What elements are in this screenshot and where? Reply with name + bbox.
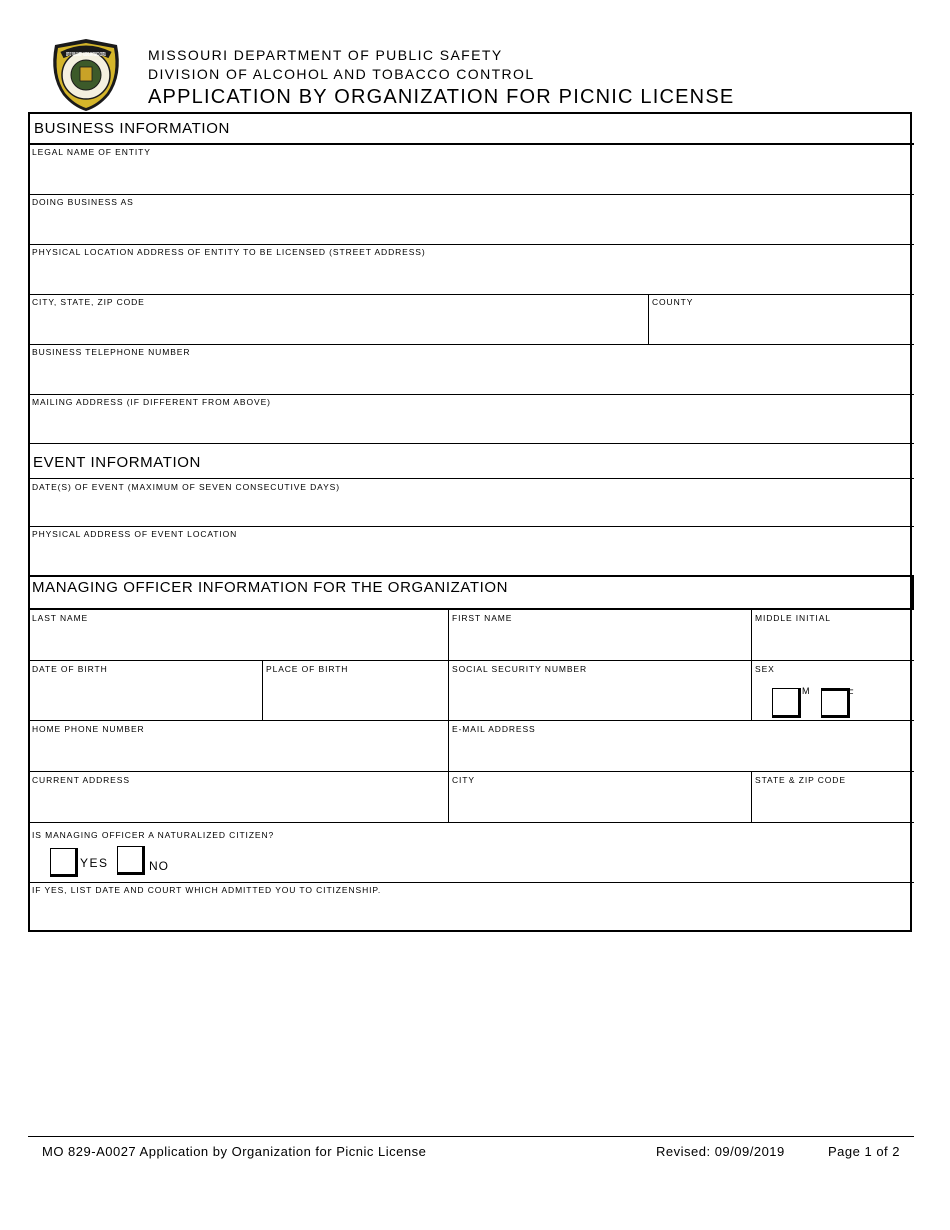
place-of-birth-label: PLACE OF BIRTH [266,664,349,674]
divider [30,194,914,195]
home-phone-input[interactable] [32,741,444,767]
citizenship-detail-input[interactable] [32,902,908,928]
divider [30,443,914,444]
agency-name: MISSOURI DEPARTMENT OF PUBLIC SAFETY [148,47,503,63]
event-location-label: PHYSICAL ADDRESS OF EVENT LOCATION [32,529,238,539]
sex-male-checkbox[interactable] [772,688,801,718]
divider [30,526,914,527]
officer-section-heading: MANAGING OFFICER INFORMATION FOR THE ORGANIZATION [32,579,509,596]
legal-name-label: LEGAL NAME OF ENTITY [32,147,151,157]
county-input[interactable] [652,314,908,340]
sex-female-checkbox[interactable] [821,688,850,718]
divider [448,771,449,822]
email-input[interactable] [452,741,908,767]
city-label: CITY [452,775,475,785]
first-name-label: FIRST NAME [452,613,513,623]
naturalized-no-label: NO [149,859,169,873]
legal-name-input[interactable] [32,164,908,190]
city-state-zip-label: CITY, STATE, ZIP CODE [32,297,145,307]
email-label: E-MAIL ADDRESS [452,724,536,734]
naturalized-no-checkbox[interactable] [117,846,145,875]
sex-female-label: F [848,688,854,698]
divider [30,244,914,245]
divider [448,720,449,771]
page-title: APPLICATION BY ORGANIZATION FOR PICNIC LICENSE [148,86,735,108]
physical-address-label: PHYSICAL LOCATION ADDRESS OF ENTITY TO BE LICENSED (STREET ADDRESS) [32,247,426,257]
divider [28,143,914,145]
physical-address-input[interactable] [32,264,908,290]
divider [30,720,914,721]
business-section-heading: BUSINESS INFORMATION [34,120,230,137]
division-name: DIVISION OF ALCOHOL AND TOBACCO CONTROL [148,66,535,82]
state-zip-label: STATE & ZIP CODE [755,775,846,785]
place-of-birth-input[interactable] [266,684,444,710]
middle-initial-input[interactable] [755,630,908,656]
sex-male-label: M [802,686,810,696]
divider [648,294,649,344]
divider [30,344,914,345]
ssn-label: SOCIAL SECURITY NUMBER [452,664,588,674]
middle-initial-label: MIDDLE INITIAL [755,613,831,623]
divider [30,294,914,295]
naturalized-question-label: IS MANAGING OFFICER A NATURALIZED CITIZEN? [32,830,275,840]
current-address-input[interactable] [32,792,444,818]
mailing-address-label: MAILING ADDRESS (IF DIFFERENT FROM ABOVE) [32,397,271,407]
state-zip-input[interactable] [755,792,908,818]
mailing-address-input[interactable] [32,414,908,440]
event-section-heading: EVENT INFORMATION [33,454,201,471]
event-location-input[interactable] [32,546,908,572]
form-id: MO 829-A0027 Application by Organization for Picnic License [42,1144,427,1159]
application-form [28,112,912,932]
divider [448,609,449,721]
city-state-zip-input[interactable] [32,314,644,340]
event-dates-label: DATE(S) OF EVENT (MAXIMUM OF SEVEN CONSECUTIVE DAYS) [32,482,340,492]
divider [751,771,752,822]
page-number: Page 1 of 2 [828,1144,900,1159]
last-name-label: LAST NAME [32,613,89,623]
ssn-input[interactable] [452,684,747,710]
last-name-input[interactable] [32,630,444,656]
naturalized-yes-label: YES [80,856,109,870]
first-name-input[interactable] [452,630,747,656]
divider [30,478,914,479]
divider [30,394,914,395]
home-phone-label: HOME PHONE NUMBER [32,724,145,734]
revised-date: Revised: 09/09/2019 [656,1144,785,1159]
dba-label: DOING BUSINESS AS [32,197,134,207]
divider [262,660,263,721]
footer-divider [28,1136,914,1137]
city-input[interactable] [452,792,747,818]
divider [30,660,914,661]
dba-input[interactable] [32,214,908,240]
divider [30,822,914,823]
sex-label: SEX [755,664,775,674]
business-telephone-label: BUSINESS TELEPHONE NUMBER [32,347,191,357]
date-of-birth-input[interactable] [32,684,258,710]
divider [30,771,914,772]
citizenship-detail-label: IF YES, LIST DATE AND COURT WHICH ADMITTED YOU TO CITIZENSHIP. [32,885,382,895]
state-seal-logo [47,37,125,113]
divider [751,609,752,721]
county-label: COUNTY [652,297,694,307]
naturalized-yes-checkbox[interactable] [50,848,78,877]
event-dates-input[interactable] [32,498,908,524]
divider [30,882,914,883]
business-telephone-input[interactable] [32,364,908,390]
seal-lettering: DEPT OF PUBLIC SAFETY · ALCOHOL AND TOBACCO CONTROL [66,52,107,58]
current-address-label: CURRENT ADDRESS [32,775,130,785]
date-of-birth-label: DATE OF BIRTH [32,664,108,674]
